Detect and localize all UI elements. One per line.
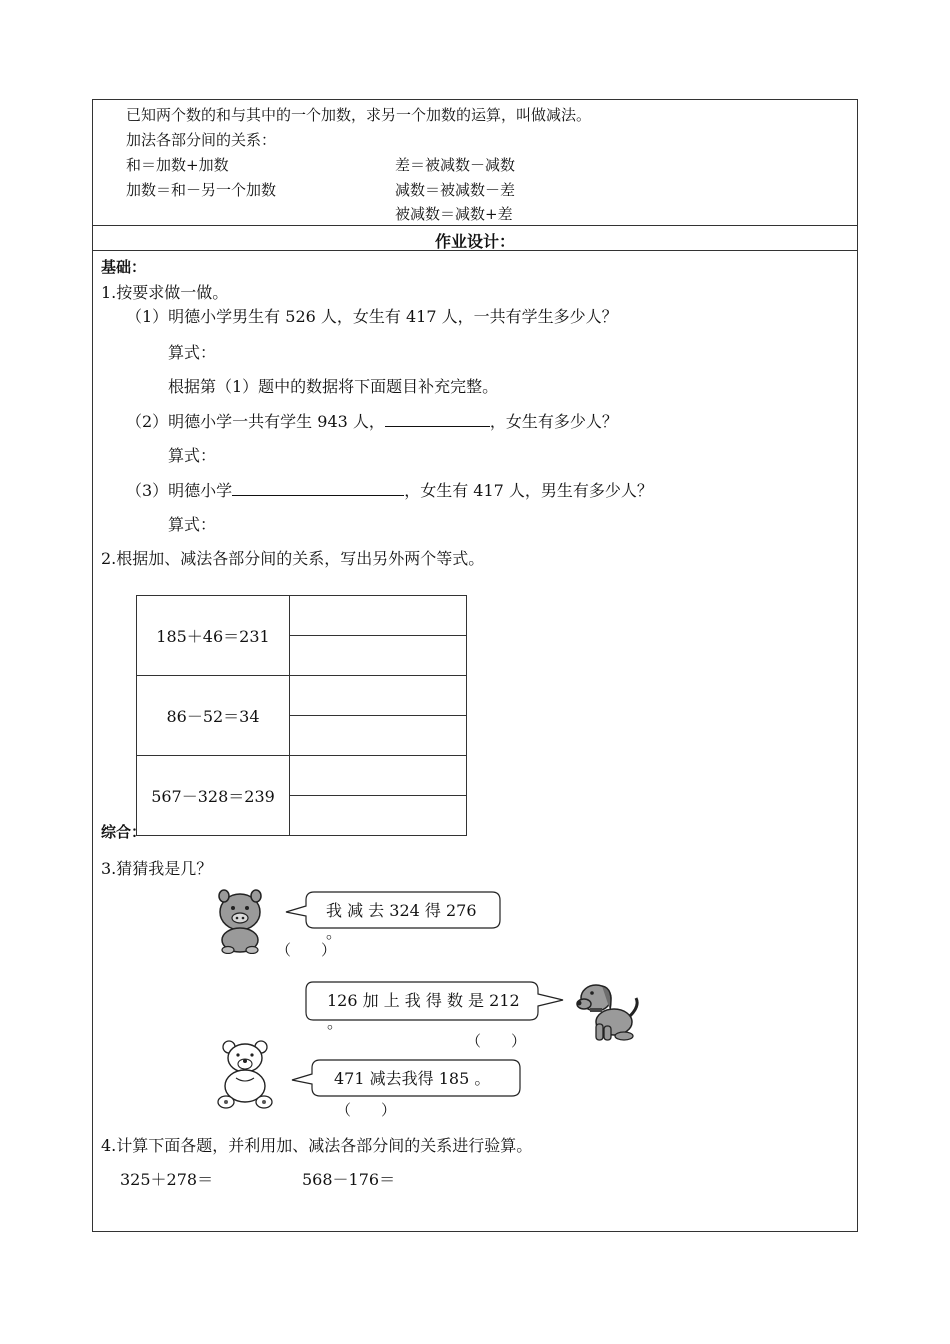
q1-part3-blank[interactable]	[232, 481, 404, 496]
answer-paren-1[interactable]: （ ）	[276, 941, 337, 959]
answer-cell[interactable]	[290, 756, 467, 796]
answer-paren-3[interactable]: （ ）	[336, 1101, 397, 1119]
answer-cell[interactable]	[290, 716, 467, 756]
bubble-text-1: 我 减 去 324 得 276 。	[326, 901, 477, 942]
formula-right-2: 减数＝被减数－差	[395, 181, 516, 199]
dog-icon	[574, 976, 642, 1042]
q4-title: 4.计算下面各题，并利用加、减法各部分间的关系进行验算。	[101, 1136, 533, 1155]
q1-part3-tail: ，女生有 417 人，男生有多少人？	[404, 481, 653, 500]
q1-formula-label-2: 算式：	[168, 446, 217, 465]
subtraction-definition: 已知两个数的和与其中的一个加数，求另一个加数的运算，叫做减法。	[126, 106, 592, 124]
q1-part3-lead: （3）明德小学	[126, 481, 233, 500]
answer-paren-2[interactable]: （ ）	[466, 1032, 527, 1050]
equation-cell: 185＋46＝231	[137, 596, 290, 676]
q1-title: 1.按要求做一做。	[101, 283, 229, 302]
q2-title: 2.根据加、减法各部分间的关系，写出另外两个等式。	[101, 549, 485, 568]
q1-formula-label-3: 算式：	[168, 515, 217, 534]
bubble-text-2: 126 加 上 我 得 数 是 212 。	[327, 991, 520, 1032]
section-title: 作业设计：	[434, 232, 515, 251]
q4-problem-1: 325＋278＝	[120, 1170, 214, 1189]
q1-part2-lead: （2）明德小学一共有学生 943 人，	[126, 412, 385, 431]
basic-heading: 基础：	[101, 258, 147, 276]
formula-left-2: 加数＝和－另一个加数	[126, 181, 277, 199]
bubble-text-3: 471 减去我得 185 。	[334, 1069, 491, 1088]
q1-part3	[126, 478, 653, 501]
q1-note: 根据第（1）题中的数据将下面题目补充完整。	[168, 377, 499, 396]
divider-top	[92, 225, 858, 226]
q1-part2	[126, 409, 618, 432]
q3-title: 3.猜猜我是几？	[101, 859, 213, 878]
speech-bubble-1	[284, 890, 504, 942]
speech-bubble-2	[305, 980, 565, 1032]
q1-part2-blank[interactable]	[385, 412, 490, 427]
pig-icon	[214, 888, 266, 954]
answer-cell[interactable]	[290, 676, 467, 716]
answer-cell[interactable]	[290, 636, 467, 676]
equation-cell: 86－52＝34	[137, 676, 290, 756]
q1-formula-label-1: 算式：	[168, 343, 217, 362]
formula-right-1: 差＝被减数－减数	[395, 156, 516, 174]
comprehensive-heading: 综合：	[101, 823, 147, 841]
formula-right-3: 被减数＝减数+差	[395, 205, 513, 223]
formula-left-1: 和＝加数+加数	[126, 156, 229, 174]
answer-cell[interactable]	[290, 596, 467, 636]
equation-table	[136, 595, 467, 836]
equation-cell: 567－328＝239	[137, 756, 290, 836]
teddy-bear-icon	[214, 1038, 280, 1110]
q1-part2-tail: ，女生有多少人？	[489, 412, 618, 431]
answer-cell[interactable]	[290, 796, 467, 836]
relation-title: 加法各部分间的关系：	[126, 131, 277, 149]
q1-part1: （1）明德小学男生有 526 人，女生有 417 人，一共有学生多少人？	[126, 307, 618, 326]
q4-problem-2: 568－176＝	[302, 1170, 396, 1189]
speech-bubble-3	[290, 1058, 522, 1098]
